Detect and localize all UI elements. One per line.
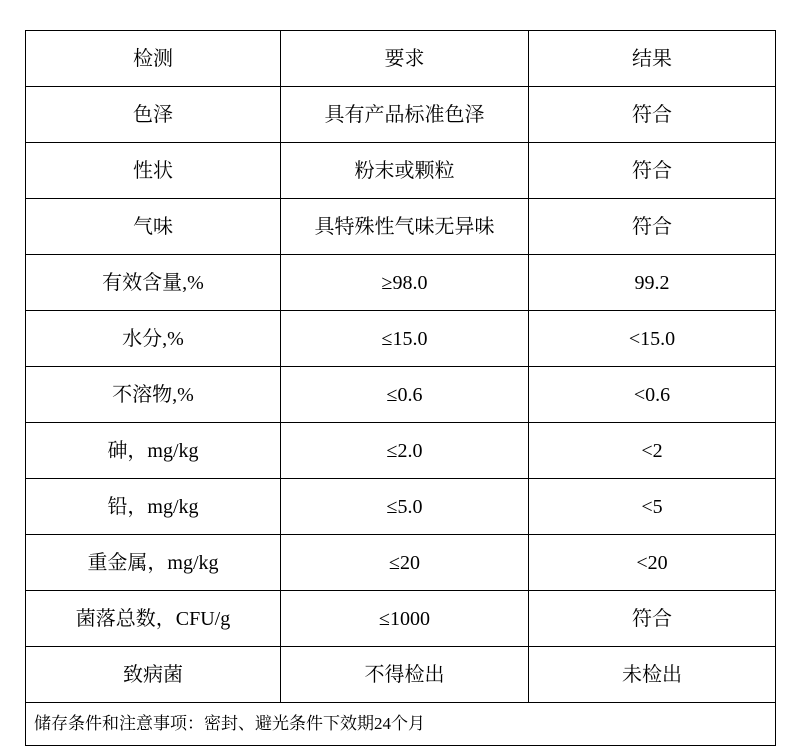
requirement-label: 粉末或颗粒 <box>354 159 455 182</box>
cell-requirement <box>281 479 529 535</box>
requirement-label: 不得检出 <box>364 663 445 686</box>
header-cell-item <box>26 31 281 87</box>
specification-table <box>25 30 776 746</box>
table-row <box>26 143 776 199</box>
storage-note-label: 储存条件和注意事项：密封、避光条件下效期24个月 <box>34 713 425 733</box>
table-row <box>26 591 776 647</box>
cell-result <box>529 143 776 199</box>
requirement-label: ≥98.0 <box>381 271 428 294</box>
cell-item <box>26 423 281 479</box>
item-label: 重金属，mg/kg <box>87 551 219 574</box>
cell-requirement <box>281 311 529 367</box>
requirement-label: ≤15.0 <box>381 327 428 350</box>
item-label: 铅，mg/kg <box>107 495 199 518</box>
header-cell-result <box>529 31 776 87</box>
cell-requirement <box>281 423 529 479</box>
specification-table-container <box>25 30 775 746</box>
requirement-label: ≤5.0 <box>386 495 423 518</box>
item-label: 气味 <box>133 215 173 238</box>
result-label: 99.2 <box>634 271 670 294</box>
item-label: 砷，mg/kg <box>107 439 199 462</box>
cell-item <box>26 591 281 647</box>
table-row <box>26 479 776 535</box>
table-row <box>26 311 776 367</box>
cell-item <box>26 255 281 311</box>
cell-result <box>529 311 776 367</box>
requirement-label: ≤0.6 <box>386 383 423 406</box>
cell-requirement <box>281 255 529 311</box>
cell-requirement <box>281 591 529 647</box>
item-label: 致病菌 <box>123 663 183 686</box>
item-label: 有效含量,% <box>102 271 204 294</box>
cell-requirement <box>281 199 529 255</box>
cell-result <box>529 535 776 591</box>
requirement-label: ≤1000 <box>379 607 430 630</box>
result-label: <15.0 <box>628 327 676 350</box>
result-label: <2 <box>641 439 663 462</box>
result-label: 符合 <box>632 159 672 182</box>
table-row <box>26 535 776 591</box>
cell-item <box>26 87 281 143</box>
table-row <box>26 199 776 255</box>
cell-result <box>529 87 776 143</box>
cell-item <box>26 199 281 255</box>
header-label-requirement: 要求 <box>384 47 425 70</box>
header-cell-requirement <box>281 31 529 87</box>
cell-item <box>26 479 281 535</box>
cell-result <box>529 255 776 311</box>
result-label: <0.6 <box>633 383 671 406</box>
requirement-label: ≤2.0 <box>386 439 423 462</box>
cell-item <box>26 647 281 703</box>
result-label: 符合 <box>632 103 672 126</box>
header-label-item: 检测 <box>133 47 173 70</box>
result-label: 符合 <box>632 607 672 630</box>
cell-requirement <box>281 367 529 423</box>
item-label: 不溶物,% <box>112 383 194 406</box>
header-label-result: 结果 <box>632 47 672 70</box>
cell-result <box>529 423 776 479</box>
result-label: <20 <box>636 551 668 574</box>
cell-requirement <box>281 647 529 703</box>
table-row <box>26 255 776 311</box>
cell-result <box>529 479 776 535</box>
table-row <box>26 423 776 479</box>
item-label: 色泽 <box>133 103 173 126</box>
cell-result <box>529 367 776 423</box>
item-label: 性状 <box>133 159 173 182</box>
result-label: <5 <box>641 495 663 518</box>
cell-item <box>26 143 281 199</box>
table-row <box>26 367 776 423</box>
table-header-row <box>26 31 776 87</box>
item-label: 水分,% <box>122 327 184 350</box>
result-label: 未检出 <box>622 663 682 686</box>
result-label: 符合 <box>632 215 672 238</box>
requirement-label: 具有产品标准色泽 <box>324 103 485 126</box>
cell-item <box>26 367 281 423</box>
table-row <box>26 647 776 703</box>
table-footer-row <box>26 703 776 746</box>
requirement-label: 具特殊性气味无异味 <box>314 215 495 238</box>
cell-result <box>529 199 776 255</box>
item-label: 菌落总数，CFU/g <box>75 607 231 630</box>
requirement-label: ≤20 <box>389 551 420 574</box>
cell-result <box>529 591 776 647</box>
table-row <box>26 87 776 143</box>
cell-requirement <box>281 535 529 591</box>
cell-item <box>26 535 281 591</box>
cell-requirement <box>281 87 529 143</box>
cell-requirement <box>281 143 529 199</box>
cell-item <box>26 311 281 367</box>
storage-note-cell <box>26 703 776 746</box>
cell-result <box>529 647 776 703</box>
